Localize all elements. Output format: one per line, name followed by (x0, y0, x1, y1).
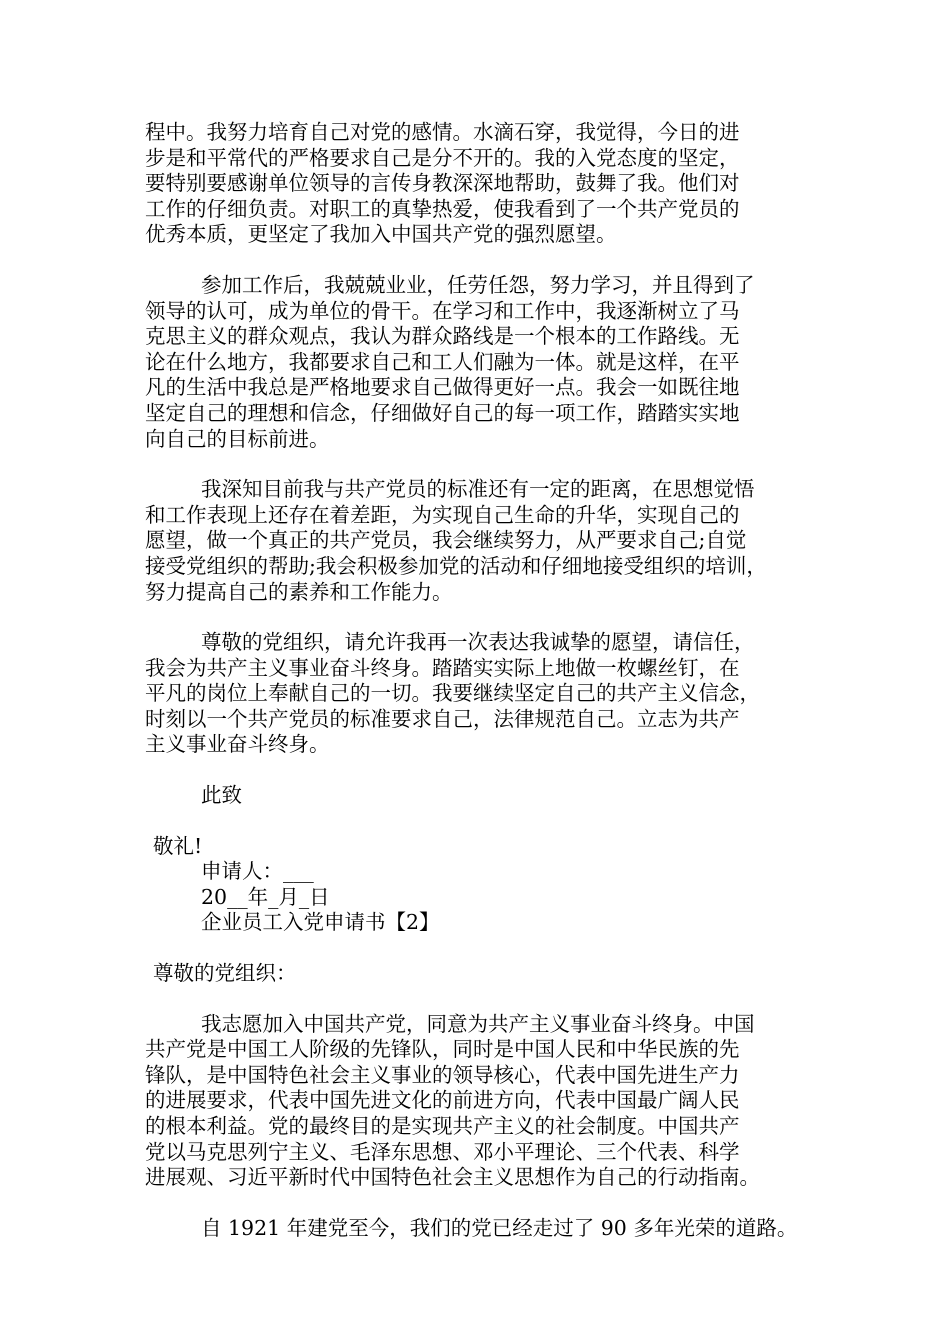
text-line: 参加工作后，我兢兢业业，任劳任怨，努力学习，并且得到了 (201, 272, 755, 297)
text-line: 接受党组织的帮助;我会积极参加党的活动和仔细地接受组织的培训， (145, 553, 767, 578)
closing-line: 此致 (201, 783, 242, 808)
text-line: 论在什么地方，我都要求自己和工人们融为一体。就是这样，在平 (145, 349, 740, 374)
paragraph-2 (145, 273, 831, 452)
text-line: 的根本利益。党的最终目的是实现共产主义的社会制度。中国共产 (145, 1114, 740, 1138)
text-line: 凡的生活中我总是严格地要求自己做得更好一点。我会一如既往地 (145, 375, 740, 400)
text-line: 进展观、习近平新时代中国特色社会主义思想作为自己的行动指南。 (145, 1165, 760, 1190)
text-line: 锋队，是中国特色社会主义事业的领导核心，代表中国先进生产力 (145, 1062, 740, 1087)
date-line: 20__年_月_日 (201, 884, 330, 909)
paragraph-6 (145, 1216, 831, 1242)
paragraph-4 (145, 630, 831, 758)
applicant-line: 申请人：___ (201, 859, 314, 884)
text-line: 我志愿加入中国共产党，同意为共产主义事业奋斗终身。中国 (201, 1011, 755, 1036)
text-line: 和工作表现上还存在着差距，为实现自己生命的升华，实现自己的 (145, 502, 740, 527)
text-line: 我深知目前我与共产党员的标准还有一定的距离，在思想觉悟 (201, 477, 755, 502)
text-line: 优秀本质，更坚定了我加入中国共产党的强烈愿望。 (145, 222, 617, 247)
text-line: 的进展要求，代表中国先进文化的前进方向，代表中国最广阔人民 (145, 1088, 740, 1113)
document-body (145, 120, 831, 1241)
text-line: 努力提高自己的素养和工作能力。 (145, 579, 453, 604)
text-line: 主义事业奋斗终身。 (145, 732, 330, 757)
paragraph-3 (145, 477, 831, 605)
text-line: 程中。我努力培育自己对党的感情。水滴石穿，我觉得，今日的进 (145, 120, 740, 144)
text-line: 党以马克思列宁主义、毛泽东思想、邓小平理论、三个代表、科学 (145, 1139, 740, 1164)
text-line: 时刻以一个共产党员的标准要求自己，法律规范自己。立志为共产 (145, 706, 740, 731)
greeting: 尊敬的党组织： (153, 961, 297, 986)
text-line: 共产党是中国工人阶级的先锋队，同时是中国人民和中华民族的先 (145, 1037, 740, 1062)
text-line: 愿望，做一个真正的共产党员，我会继续努力，从严要求自己;自觉 (145, 528, 747, 553)
section-title: 企业员工入党申请书【2】 (201, 910, 440, 935)
text-line: 自 1921 年建党至今，我们的党已经走过了 90 多年光荣的道路。 (201, 1215, 798, 1240)
text-line: 向自己的目标前进。 (145, 426, 330, 451)
text-line: 工作的仔细负责。对职工的真挚热爱，使我看到了一个共产党员的 (145, 196, 740, 221)
text-line: 我会为共产主义事业奋斗终身。踏踏实实际上地做一枚螺丝钉，在 (145, 655, 740, 680)
paragraph-5 (145, 1012, 831, 1191)
paragraph-1 (145, 120, 831, 248)
salutation: 敬礼! (153, 833, 203, 858)
text-line: 平凡的岗位上奉献自己的一切。我要继续坚定自己的共产主义信念， (145, 681, 760, 706)
text-line: 步是和平常代的严格要求自己是分不开的。我的入党态度的坚定， (145, 145, 740, 170)
text-line: 克思主义的群众观点，我认为群众路线是一个根本的工作路线。无 (145, 324, 740, 349)
text-line: 坚定自己的理想和信念，仔细做好自己的每一项工作，踏踏实实地 (145, 400, 740, 425)
text-line: 要特别要感谢单位领导的言传身教深深地帮助，鼓舞了我。他们对 (145, 171, 740, 196)
text-line: 尊敬的党组织，请允许我再一次表达我诚挚的愿望，请信任， (201, 630, 755, 655)
text-line: 领导的认可，成为单位的骨干。在学习和工作中，我逐渐树立了马 (145, 298, 740, 323)
